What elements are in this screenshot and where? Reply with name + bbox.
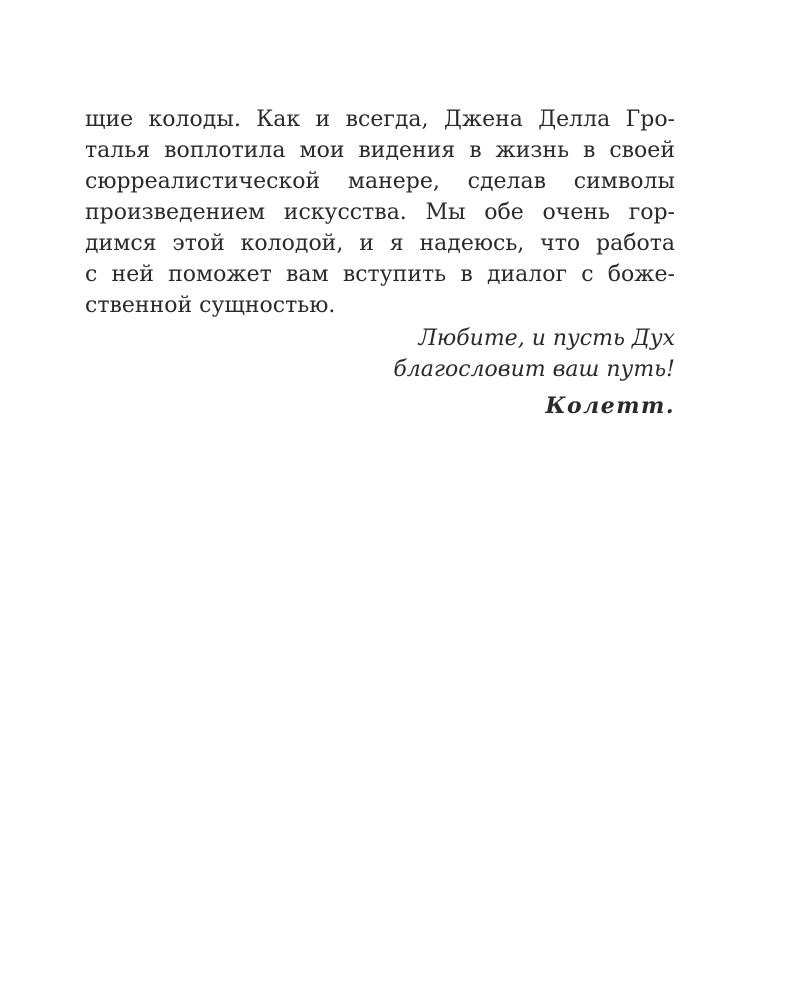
author-signature: Колетт. <box>545 393 675 419</box>
body-line: ственной сущностью. <box>85 293 336 318</box>
body-paragraph <box>85 104 675 321</box>
text-block <box>85 104 675 422</box>
closing-line: благословит ваш путь! <box>393 357 675 382</box>
body-line: щие колоды. Как и всегда, Джена Делла Гро- <box>85 107 675 132</box>
closing-blessing <box>85 323 675 385</box>
closing-line: Любите, и пусть Дух <box>418 326 675 351</box>
body-line: произведением искусства. Мы обе очень гор- <box>85 200 675 225</box>
body-line: димся этой колодой, и я надеюсь, что работа <box>85 231 675 256</box>
body-line: с ней поможет вам вступить в диалог с боже- <box>85 262 675 287</box>
body-line: сюрреалистической манере, сделав символы <box>85 169 675 194</box>
body-line: талья воплотила мои видения в жизнь в своей <box>85 138 675 163</box>
